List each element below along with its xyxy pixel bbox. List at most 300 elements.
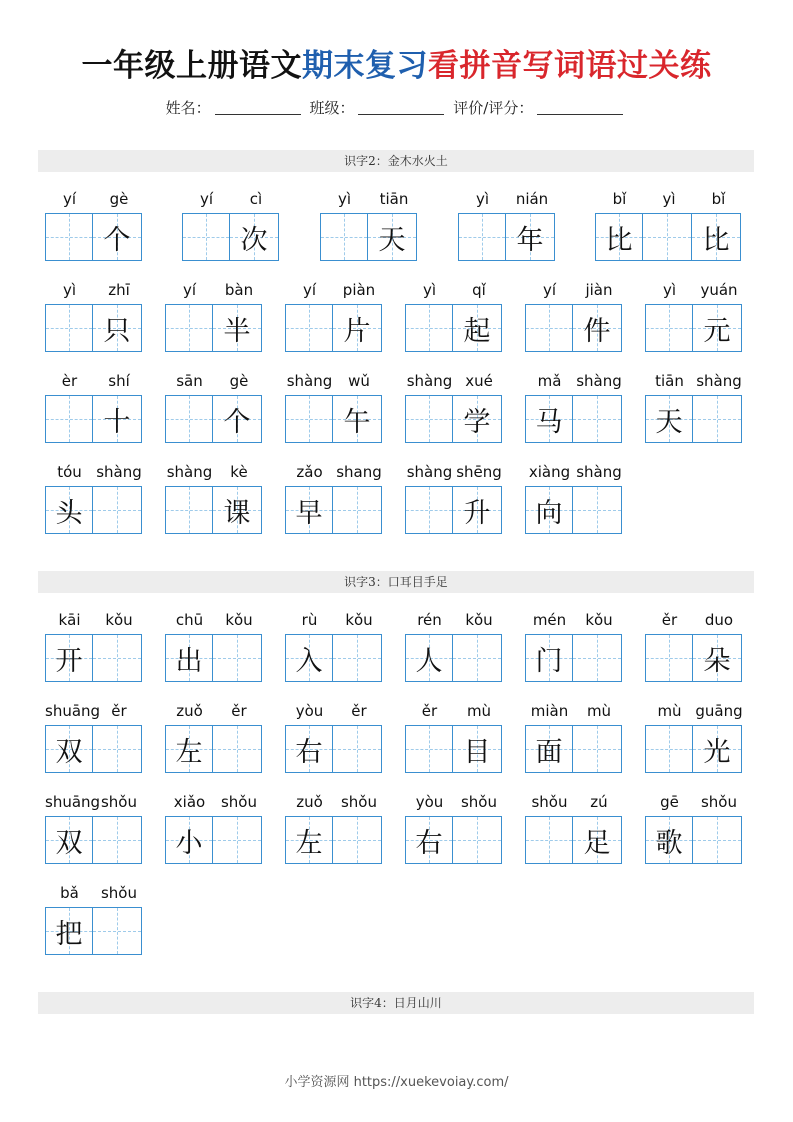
pinyin-syllable: xiàng [528,463,571,481]
pinyin-syllable: yì [662,190,676,208]
pinyin-syllable: mù [586,702,612,720]
pinyin-syllable: yuán [700,281,738,299]
hanzi-character: 片 [343,315,371,347]
pinyin-word [525,372,624,443]
pinyin-syllable: cì [249,190,263,208]
character-cell [693,304,742,352]
blank-writing-cell[interactable] [693,395,742,443]
character-cell [525,395,573,443]
pinyin-row [285,611,384,629]
pinyin-syllable: yòu [415,793,444,811]
character-cell [405,816,453,864]
pinyin-syllable: shàng [96,463,142,481]
hanzi-character: 开 [55,645,83,677]
character-cell [165,816,213,864]
blank-writing-cell[interactable] [693,816,742,864]
pinyin-row [405,372,504,390]
tian-grid-boxes [595,213,743,261]
hanzi-character: 十 [103,406,131,438]
pinyin-syllable: zú [590,793,608,811]
pinyin-syllable: jiàn [585,281,613,299]
pinyin-syllable: kè [230,463,248,481]
tian-grid-boxes [165,395,264,443]
blank-writing-cell[interactable] [333,486,382,534]
character-cell [93,395,142,443]
pinyin-syllable: shǒu [531,793,568,811]
hanzi-character: 右 [415,827,443,859]
pinyin-syllable: rù [301,611,318,629]
pinyin-word [165,372,264,443]
character-cell [230,213,279,261]
pinyin-row [45,611,144,629]
tian-grid-boxes [285,634,384,682]
tian-grid-boxes [525,634,624,682]
pinyin-row [645,793,744,811]
character-cell [525,486,573,534]
pinyin-row [405,793,504,811]
tian-grid-boxes [405,816,504,864]
name-blank[interactable] [215,114,301,115]
pinyin-syllable: gē [660,793,679,811]
hanzi-character: 马 [535,406,563,438]
blank-writing-cell[interactable] [93,725,142,773]
class-label: 班级： [309,99,355,117]
hanzi-character: 只 [103,315,131,347]
pinyin-row [645,372,744,390]
character-cell [45,816,93,864]
blank-writing-cell[interactable] [165,486,213,534]
pinyin-row [45,793,144,811]
pinyin-word [320,190,419,261]
pinyin-syllable: guāng [695,702,743,720]
tian-grid-boxes [45,907,144,955]
blank-writing-cell[interactable] [645,725,693,773]
pinyin-row [165,372,264,390]
blank-writing-cell[interactable] [458,213,506,261]
tian-grid-boxes [285,816,384,864]
section-title: 识字4：日月山川 [38,992,754,1014]
tian-grid-boxes [525,486,624,534]
pinyin-row [320,190,419,208]
pinyin-word [405,793,504,864]
pinyin-word [45,611,144,682]
hanzi-character: 门 [535,645,563,677]
pinyin-word [45,372,144,443]
pinyin-row [405,611,504,629]
tian-grid-boxes [165,486,264,534]
hanzi-character: 个 [223,406,251,438]
character-cell [45,634,93,682]
pinyin-syllable: yì [662,281,677,299]
pinyin-syllable: yòu [295,702,324,720]
tian-grid-boxes [645,395,744,443]
tian-grid-boxes [320,213,419,261]
blank-writing-cell[interactable] [405,486,453,534]
pinyin-word [405,463,504,534]
tian-grid-boxes [165,725,264,773]
pinyin-row [45,281,144,299]
blank-writing-cell[interactable] [165,304,213,352]
blank-writing-cell[interactable] [165,395,213,443]
hanzi-character: 天 [655,406,683,438]
pinyin-row [45,702,144,720]
pinyin-syllable: mǎ [537,372,562,390]
pinyin-word [595,190,743,261]
pinyin-row [645,611,744,629]
pinyin-syllable: shàng [576,372,622,390]
student-info-line [0,97,793,118]
pinyin-syllable: yí [302,281,317,299]
character-cell [645,816,693,864]
pinyin-syllable: xué [465,372,493,390]
pinyin-syllable: yí [542,281,557,299]
pinyin-row [45,463,144,481]
blank-writing-cell[interactable] [320,213,368,261]
character-cell [595,213,643,261]
pinyin-syllable: ěr [661,611,678,629]
blank-writing-cell[interactable] [645,634,693,682]
tian-grid-boxes [45,816,144,864]
footer-watermark: 小学资源网 https://xuekevoiay.com/ [284,1075,509,1090]
pinyin-syllable: shǒu [100,884,137,902]
pinyin-syllable: kǒu [465,611,493,629]
pinyin-syllable: zuǒ [176,702,203,720]
pinyin-syllable: yì [422,281,437,299]
tian-grid-boxes [45,213,144,261]
pinyin-syllable: shàng [576,463,622,481]
pinyin-word [285,463,384,534]
hanzi-character: 头 [55,497,83,529]
blank-writing-cell[interactable] [45,213,93,261]
pinyin-syllable: yì [337,190,352,208]
pinyin-word [285,281,384,352]
blank-writing-cell[interactable] [93,907,142,955]
page-title [0,40,793,85]
pinyin-syllable: shǒu [100,793,137,811]
pinyin-syllable: shǒu [220,793,257,811]
blank-writing-cell[interactable] [405,395,453,443]
pinyin-syllable: shǒu [700,793,737,811]
blank-writing-cell[interactable] [213,816,262,864]
pinyin-row [405,702,504,720]
pinyin-word [45,884,144,955]
tian-grid-boxes [405,634,504,682]
pinyin-row [645,702,744,720]
tian-grid-boxes [285,725,384,773]
pinyin-word [165,702,264,773]
character-cell [165,634,213,682]
pinyin-word [45,281,144,352]
character-cell [45,907,93,955]
blank-writing-cell[interactable] [213,634,262,682]
score-label: 评价/评分： [453,99,534,117]
hanzi-character: 学 [463,406,491,438]
pinyin-syllable: qǐ [472,281,486,299]
pinyin-syllable: tóu [57,463,82,481]
hanzi-character: 入 [295,645,323,677]
tian-grid-boxes [525,304,624,352]
hanzi-character: 小 [175,827,203,859]
blank-writing-cell[interactable] [45,395,93,443]
character-cell [525,634,573,682]
pinyin-syllable: shǒu [460,793,497,811]
pinyin-row [165,702,264,720]
hanzi-character: 面 [535,736,563,768]
pinyin-row [525,281,624,299]
pinyin-syllable: shang [336,463,382,481]
character-cell [165,725,213,773]
pinyin-word [165,793,264,864]
blank-writing-cell[interactable] [93,816,142,864]
pinyin-row [45,884,144,902]
pinyin-syllable: bǐ [612,190,627,208]
pinyin-row [525,372,624,390]
pinyin-word [645,611,744,682]
pinyin-syllable: gè [229,372,249,390]
character-cell [645,395,693,443]
character-cell [285,634,333,682]
pinyin-word [645,793,744,864]
class-blank[interactable] [358,114,444,115]
hanzi-character: 年 [516,224,544,256]
tian-grid-boxes [458,213,557,261]
pinyin-row [165,793,264,811]
pinyin-word [645,702,744,773]
hanzi-character: 件 [583,315,611,347]
pinyin-row [285,281,384,299]
blank-writing-cell[interactable] [645,304,693,352]
character-cell [573,304,622,352]
pinyin-syllable: kǒu [585,611,613,629]
pinyin-word [165,281,264,352]
hanzi-character: 光 [703,736,731,768]
hanzi-character: 歌 [655,827,683,859]
blank-writing-cell[interactable] [93,486,142,534]
blank-writing-cell[interactable] [333,634,382,682]
character-cell [333,304,382,352]
pinyin-word [405,702,504,773]
pinyin-syllable: wǔ [348,372,370,390]
character-cell [405,634,453,682]
blank-writing-cell[interactable] [525,304,573,352]
pinyin-row [405,281,504,299]
pinyin-syllable: rén [417,611,442,629]
pinyin-word [285,611,384,682]
pinyin-row [182,190,281,208]
character-cell [285,486,333,534]
pinyin-word [405,611,504,682]
blank-writing-cell[interactable] [405,725,453,773]
pinyin-word [645,372,744,443]
pinyin-word [285,793,384,864]
pinyin-syllable: sān [176,372,203,390]
pinyin-syllable: kāi [58,611,81,629]
pinyin-syllable: xiǎo [173,793,206,811]
character-cell [506,213,555,261]
pinyin-syllable: zhī [108,281,130,299]
tian-grid-boxes [285,395,384,443]
pinyin-word [165,611,264,682]
blank-writing-cell[interactable] [573,486,622,534]
blank-writing-cell[interactable] [405,304,453,352]
pinyin-syllable: shēng [456,463,502,481]
blank-writing-cell[interactable] [182,213,230,261]
pinyin-word [165,463,264,534]
pinyin-word [525,463,624,534]
blank-writing-cell[interactable] [285,395,333,443]
score-blank[interactable] [537,114,623,115]
pinyin-word [45,190,144,261]
pinyin-syllable: kǒu [225,611,253,629]
hanzi-character: 朵 [703,645,731,677]
pinyin-word [405,281,504,352]
pinyin-syllable: tiān [655,372,684,390]
hanzi-character: 起 [463,315,491,347]
hanzi-character: 次 [240,224,268,256]
tian-grid-boxes [525,816,624,864]
tian-grid-boxes [405,395,504,443]
pinyin-syllable: mù [466,702,492,720]
name-label: 姓名： [165,99,211,117]
hanzi-character: 比 [605,224,633,256]
blank-writing-cell[interactable] [333,816,382,864]
blank-writing-cell[interactable] [525,816,573,864]
hanzi-character: 目 [463,736,491,768]
pinyin-syllable: shǒu [340,793,377,811]
pinyin-syllable: shàng [286,372,333,390]
character-cell [693,634,742,682]
pinyin-syllable: ěr [351,702,367,720]
blank-writing-cell[interactable] [45,304,93,352]
character-cell [213,395,262,443]
pinyin-row [285,793,384,811]
tian-grid-boxes [645,725,744,773]
pinyin-syllable: zuǒ [296,793,323,811]
pinyin-row [165,611,264,629]
pinyin-syllable: bǎ [60,884,79,902]
hanzi-character: 右 [295,736,323,768]
pinyin-word [458,190,557,261]
blank-writing-cell[interactable] [573,634,622,682]
pinyin-syllable: gè [109,190,129,208]
blank-writing-cell[interactable] [453,634,502,682]
pinyin-syllable: bǐ [711,190,726,208]
pinyin-word [525,281,624,352]
tian-grid-boxes [165,816,264,864]
pinyin-syllable: shàng [696,372,742,390]
section-title: 识字3：口耳目手足 [38,571,754,593]
pinyin-syllable: ěr [421,702,438,720]
blank-writing-cell[interactable] [285,304,333,352]
pinyin-syllable: yì [475,190,490,208]
pinyin-word [285,702,384,773]
pinyin-row [285,702,384,720]
tian-grid-boxes [45,725,144,773]
pinyin-row [285,463,384,481]
hanzi-character: 双 [55,736,83,768]
title-part-0: 一年级上册语文 [81,48,302,84]
tian-grid-boxes [525,725,624,773]
hanzi-character: 向 [535,497,563,529]
pinyin-row [525,702,624,720]
pinyin-syllable: kǒu [105,611,133,629]
character-cell [453,395,502,443]
pinyin-syllable: ěr [111,702,127,720]
pinyin-word [405,372,504,443]
tian-grid-boxes [405,304,504,352]
blank-writing-cell[interactable] [213,725,262,773]
blank-writing-cell[interactable] [643,213,692,261]
pinyin-row [458,190,557,208]
character-cell [573,816,622,864]
tian-grid-boxes [165,304,264,352]
pinyin-word [182,190,281,261]
pinyin-word [45,463,144,534]
character-cell [368,213,417,261]
character-cell [333,395,382,443]
tian-grid-boxes [645,634,744,682]
tian-grid-boxes [45,486,144,534]
character-cell [285,816,333,864]
pinyin-syllable: mù [657,702,682,720]
pinyin-word [645,281,744,352]
blank-writing-cell[interactable] [333,725,382,773]
pinyin-row [165,281,264,299]
character-cell [525,725,573,773]
hanzi-character: 天 [378,224,406,256]
pinyin-row [595,190,743,208]
tian-grid-boxes [285,304,384,352]
hanzi-character: 出 [175,645,203,677]
pinyin-row [165,463,264,481]
blank-writing-cell[interactable] [93,634,142,682]
pinyin-syllable: yí [199,190,214,208]
hanzi-character: 人 [415,645,443,677]
character-cell [93,213,142,261]
pinyin-syllable: tiān [379,190,409,208]
hanzi-character: 半 [223,315,251,347]
pinyin-row [525,611,624,629]
hanzi-character: 升 [463,497,491,529]
hanzi-character: 午 [343,406,371,438]
blank-writing-cell[interactable] [453,816,502,864]
character-cell [285,725,333,773]
tian-grid-boxes [165,634,264,682]
pinyin-row [525,793,624,811]
pinyin-row [45,372,144,390]
tian-grid-boxes [182,213,281,261]
pinyin-word [525,611,624,682]
pinyin-syllable: miàn [530,702,569,720]
pinyin-syllable: nián [515,190,549,208]
hanzi-character: 个 [103,224,131,256]
pinyin-row [285,372,384,390]
tian-grid-boxes [45,634,144,682]
tian-grid-boxes [645,816,744,864]
blank-writing-cell[interactable] [573,395,622,443]
tian-grid-boxes [285,486,384,534]
tian-grid-boxes [45,304,144,352]
tian-grid-boxes [405,486,504,534]
tian-grid-boxes [645,304,744,352]
tian-grid-boxes [405,725,504,773]
pinyin-syllable: piàn [342,281,376,299]
blank-writing-cell[interactable] [573,725,622,773]
pinyin-syllable: ěr [231,702,247,720]
pinyin-syllable: shí [108,372,130,390]
hanzi-character: 左 [175,736,203,768]
character-cell [453,725,502,773]
